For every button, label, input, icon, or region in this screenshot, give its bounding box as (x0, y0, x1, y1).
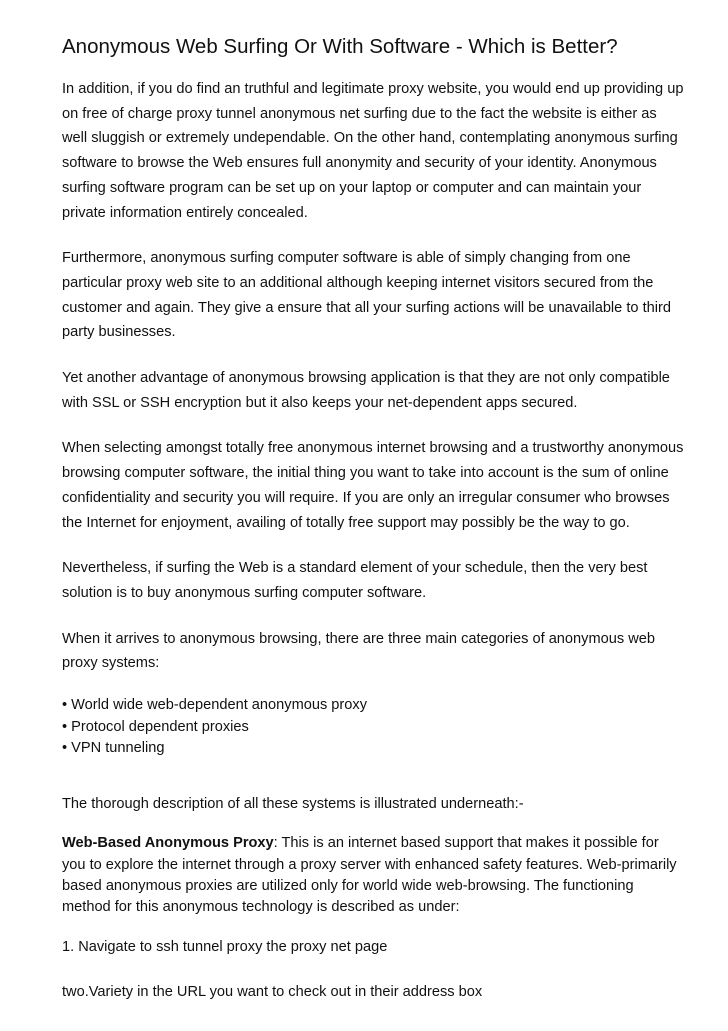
paragraph-1: In addition, if you do find an truthful and legitimate proxy website, you would end up providing up on free of charge proxy tunnel anonymous net surfing due to the fact the website is either as well sluggish or extremely undependable. On the other hand, contemplating anonymous surfing software to browse the Web ensures full anonymity and security of your identity. Anonymous surfing software program can be set up on your laptop or computer and can maintain your private information entirely concealed. (62, 81, 684, 221)
web-based-paragraph (62, 833, 684, 918)
list-item: • World wide web-dependent anonymous proxy (62, 697, 367, 714)
paragraph-4: When selecting amongst totally free anonymous internet browsing and a trustworthy anonymous browsing computer software, the initial thing you want to take into account is the sum of online confidentiality and security you will require. If you are only an irregular consumer who browses the Internet for enjoyment, availing of totally free support may possibly be the way to go. (62, 440, 684, 531)
step-2: two.Variety in the URL you want to check out in their address box (62, 984, 483, 1001)
paragraph-5: Nevertheless, if surfing the Web is a standard element of your schedule, then the very best solution is to buy anonymous surfing computer software. (62, 560, 648, 601)
page-title: Anonymous Web Surfing Or With Software - Which is Better? (62, 35, 618, 58)
paragraph-2: Furthermore, anonymous surfing computer software is able of simply changing from one particular proxy web site to an additional although keeping internet visitors secured from the customer and again. They give a ensure that all your surfing actions will be unavailable to third party businesses. (62, 250, 671, 341)
proxy-types-list (62, 695, 684, 760)
list-item: • VPN tunneling (62, 740, 165, 757)
description-intro: The thorough description of all these systems is illustrated underneath:- (62, 795, 524, 812)
web-based-label: Web-Based Anonymous Proxy (62, 835, 274, 852)
paragraph-6: When it arrives to anonymous browsing, there are three main categories of anonymous web proxy systems: (62, 630, 655, 672)
step-1: 1. Navigate to ssh tunnel proxy the proxy net page (62, 939, 388, 956)
web-based-text: : This is an internet based support that makes it possible for you to explore the internet through a proxy server with enhanced safety features. Web-primarily based anonymous proxies are utilized only for world wide web-browsing. The functioning method for this anonymous technology is described as under: (62, 835, 677, 916)
paragraph-3: Yet another advantage of anonymous browsing application is that they are not only compatible with SSL or SSH encryption but it also keeps your net-dependent apps secured. (62, 370, 670, 411)
list-item: • Protocol dependent proxies (62, 718, 249, 735)
